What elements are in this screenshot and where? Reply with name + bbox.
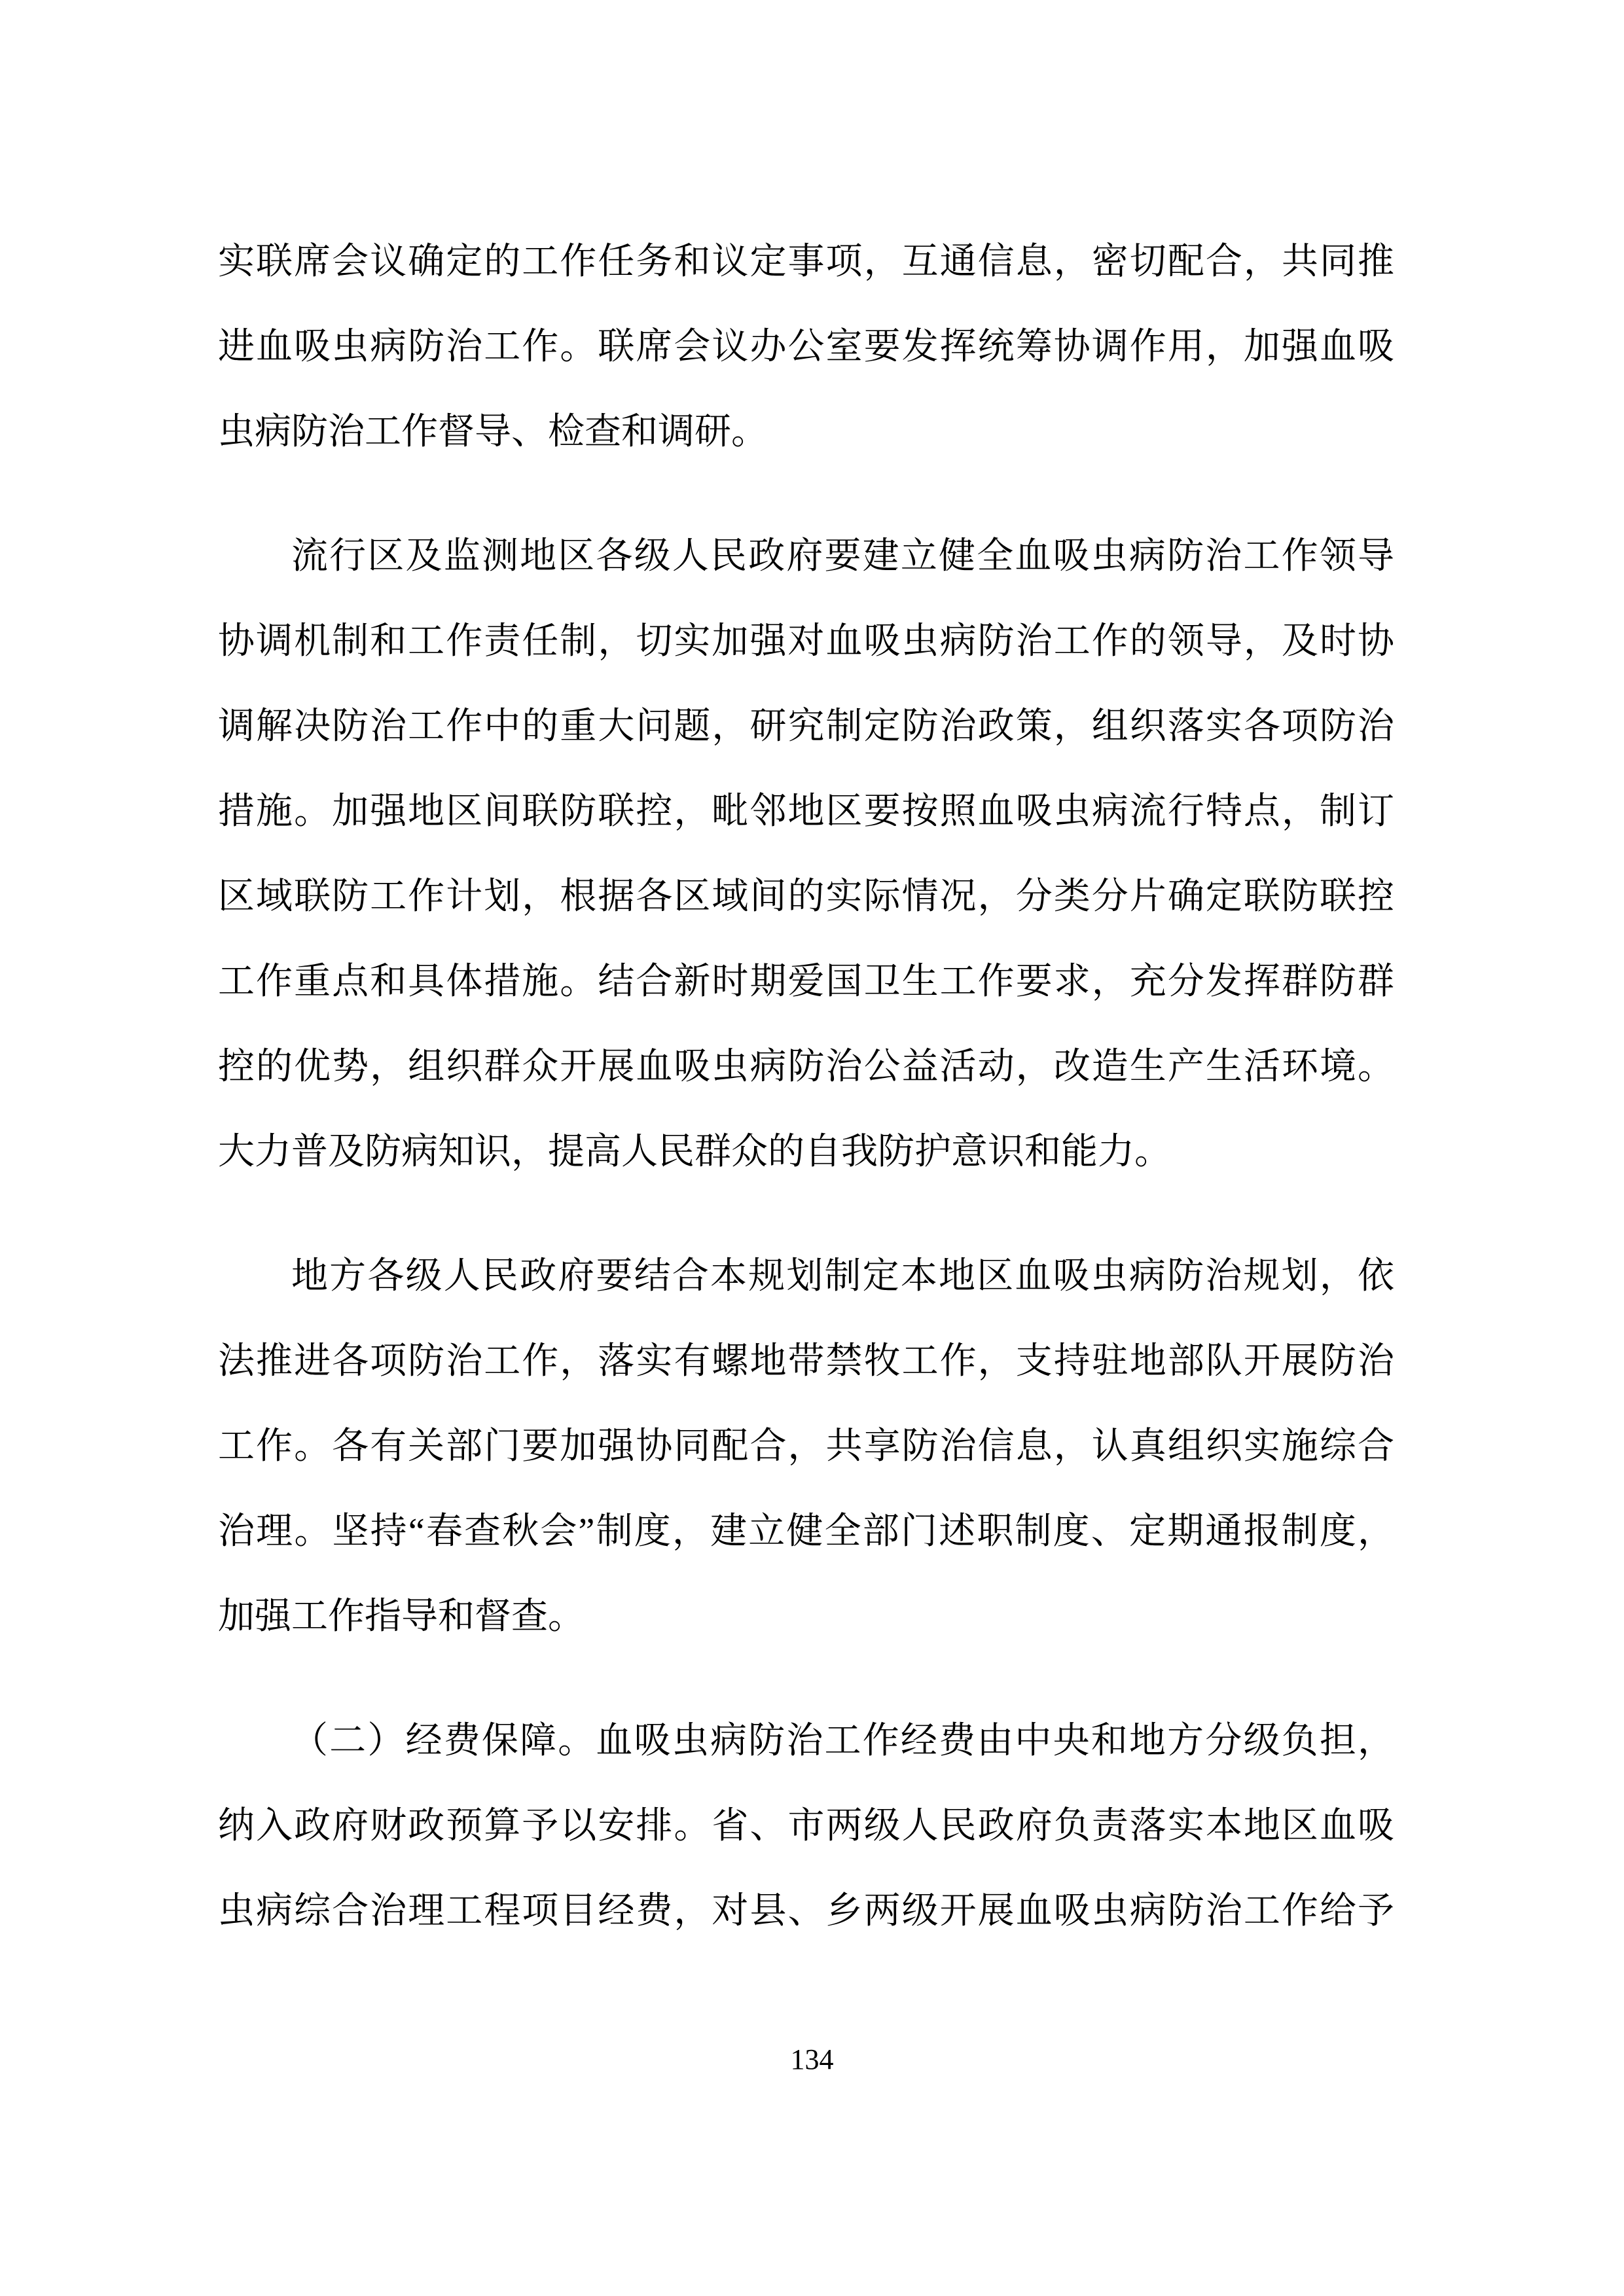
text-line: 工作重点和具体措施。结合新时期爱国卫生工作要求，充分发挥群防群 — [218, 961, 1394, 1002]
text-line: 调解决防治工作中的重大问题，研究制定防治政策，组织落实各项防治 — [218, 706, 1394, 747]
paragraph-1 — [218, 219, 1394, 475]
text-line: 法推进各项防治工作，落实有螺地带禁牧工作，支持驻地部队开展防治 — [218, 1341, 1394, 1382]
page-number: 134 — [790, 2043, 834, 2075]
text-line: 区域联防工作计划，根据各区域间的实际情况，分类分片确定联防联控 — [218, 876, 1394, 917]
text-line: 纳入政府财政预算予以安排。省、市两级人民政府负责落实本地区血吸 — [218, 1806, 1394, 1846]
text-line: 控的优势，组织群众开展血吸虫病防治公益活动，改造生产生活环境。 — [218, 1047, 1394, 1087]
text-line: 地方各级人民政府要结合本规划制定本地区血吸虫病防治规划，依 — [291, 1256, 1394, 1297]
text-line: 实联席会议确定的工作任务和议定事项，互通信息，密切配合，共同推 — [218, 242, 1394, 282]
text-line: （二）经费保障。血吸虫病防治工作经费由中央和地方分级负担， — [291, 1721, 1394, 1761]
text-line: 工作。各有关部门要加强协同配合，共享防治信息，认真组织实施综合 — [218, 1426, 1394, 1467]
paragraph-4 — [218, 1698, 1394, 1954]
text-line: 协调机制和工作责任制，切实加强对血吸虫病防治工作的领导，及时协 — [218, 621, 1394, 662]
text-line: 措施。加强地区间联防联控，毗邻地区要按照血吸虫病流行特点，制订 — [218, 791, 1394, 832]
text-line: 虫病综合治理工程项目经费，对县、乡两级开展血吸虫病防治工作给予 — [218, 1891, 1394, 1931]
text-line: 大力普及防病知识，提高人民群众的自我防护意识和能力。 — [218, 1132, 1171, 1172]
text-line: 加强工作指导和督查。 — [218, 1596, 585, 1637]
paragraph-3 — [218, 1234, 1394, 1659]
paragraph-2 — [218, 514, 1394, 1194]
text-line: 流行区及监测地区各级人民政府要建立健全血吸虫病防治工作领导 — [291, 536, 1394, 577]
text-line: 进血吸虫病防治工作。联席会议办公室要发挥统筹协调作用，加强血吸 — [218, 327, 1394, 367]
text-line: 治理。坚持“春查秋会”制度，建立健全部门述职制度、定期通报制度， — [218, 1511, 1394, 1552]
document-body — [218, 219, 1394, 1954]
text-line: 虫病防治工作督导、检查和调研。 — [218, 412, 768, 452]
